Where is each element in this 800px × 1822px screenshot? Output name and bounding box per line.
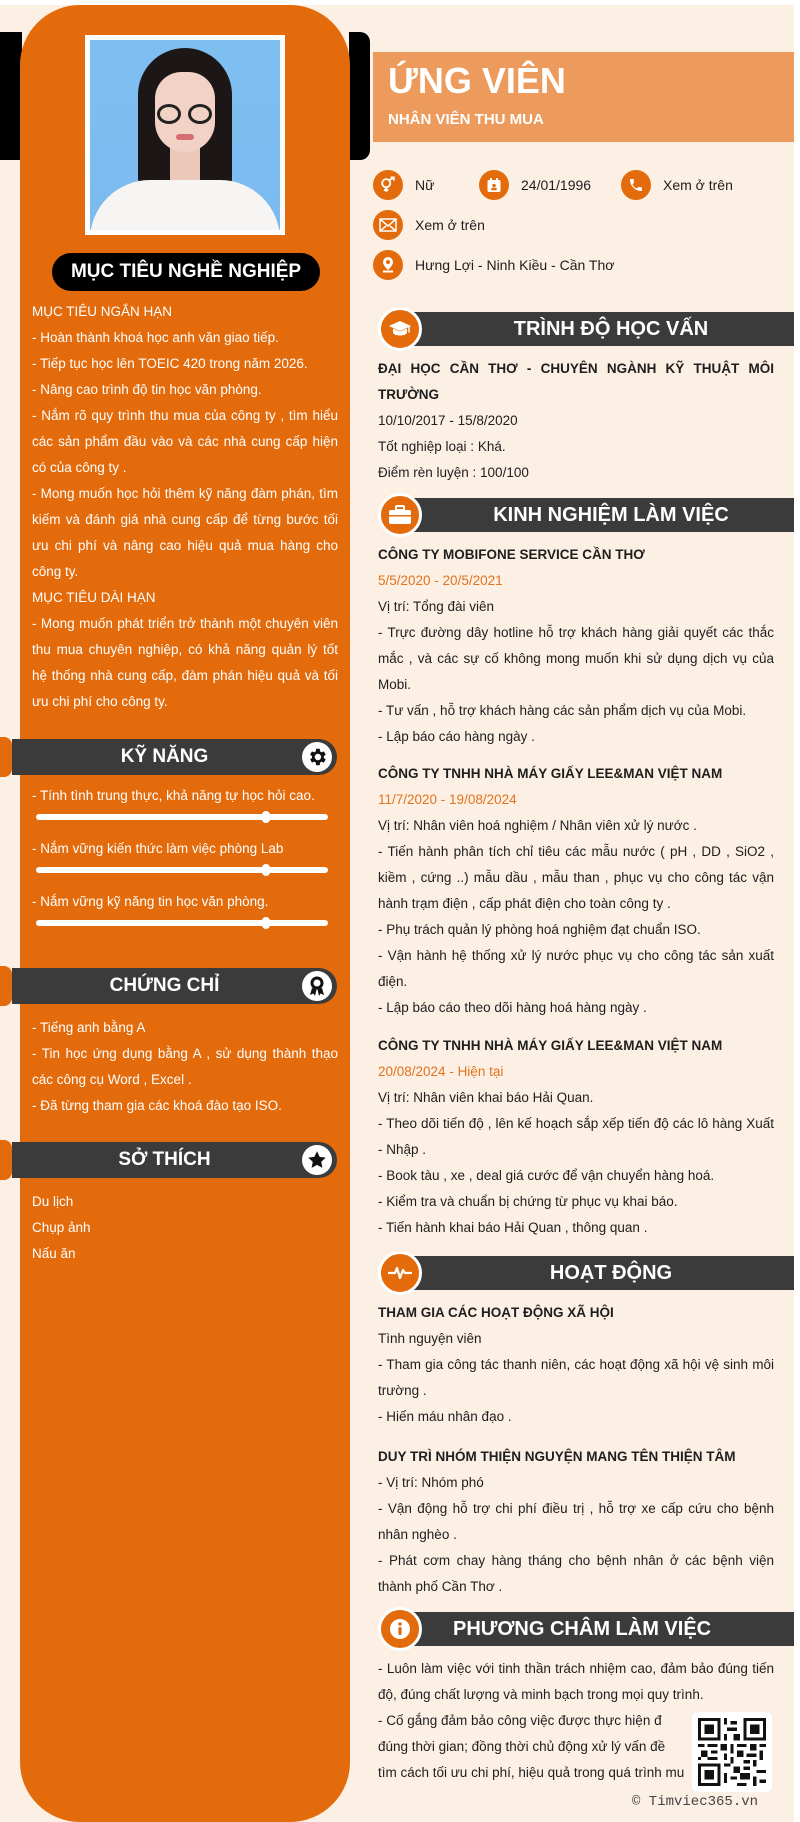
- copyright: © Timviec365.vn: [632, 1794, 759, 1810]
- job-duty: - Book tàu , xe , deal giá cước để vận chuyển hàng hoá.: [378, 1168, 715, 1183]
- contact-email: Xem ở trên: [373, 210, 485, 240]
- activity-line: - Vị trí: Nhóm phó: [378, 1475, 484, 1490]
- skill-bar: [36, 814, 328, 820]
- gender-icon: [373, 170, 403, 200]
- phone-icon: [621, 170, 651, 200]
- skill-bar-knob: [262, 917, 270, 929]
- job-duty: - Vận hành hệ thống xử lý nước phục vụ cho công tác sản xuất điện.: [378, 948, 774, 989]
- star-icon: [302, 1145, 332, 1175]
- activities-title: HOẠT ĐỘNG: [398, 1256, 794, 1290]
- job-item: [378, 1033, 774, 1241]
- education-details: [378, 356, 774, 486]
- motto-header: [378, 1610, 794, 1648]
- education-school: ĐẠI HỌC CẦN THƠ - CHUYÊN NGÀNH KỸ THUẬT MÔI TRƯỜNG: [378, 361, 774, 402]
- education-header: [378, 310, 794, 348]
- job-company: CÔNG TY TNHH NHÀ MÁY GIẤY LEE&MAN VIỆT NAM: [378, 766, 723, 781]
- briefcase-icon: [378, 493, 422, 537]
- contact-birthday: 24/01/1996: [479, 170, 591, 200]
- objective-line: - Tiếp tục học lên TOEIC 420 trong năm 2026.: [32, 356, 308, 371]
- job-duty: - Tư vấn , hỗ trợ khách hàng các sản phẩm dịch vụ của Mobi.: [378, 703, 747, 718]
- award-icon: [302, 971, 332, 1001]
- activity-line: - Phát cơm chay hàng tháng cho bệnh nhân ở các bệnh viện thành phố Cần Thơ .: [378, 1553, 774, 1594]
- location-pin-icon: [373, 250, 403, 280]
- contact-phone: Xem ở trên: [621, 170, 733, 200]
- job-duty: - Lập báo cáo theo dõi hàng hoá hàng ngày .: [378, 1000, 647, 1015]
- name-banner: [373, 52, 794, 142]
- motto-title: PHƯƠNG CHÂM LÀM VIỆC: [398, 1612, 794, 1646]
- education-title: TRÌNH ĐỘ HỌC VẤN: [398, 312, 794, 346]
- experience-header: [378, 496, 794, 534]
- candidate-name: ỨNG VIÊN: [388, 60, 566, 101]
- job-period: 11/7/2020 - 19/08/2024: [378, 792, 517, 807]
- certificate-line: - Đã từng tham gia các khoá đào tạo ISO.: [32, 1098, 282, 1113]
- avatar-photo: [90, 40, 280, 230]
- job-position: Vị trí: Tổng đài viên: [378, 599, 495, 614]
- activity-item: [378, 1444, 774, 1600]
- certificates-title: CHỨNG CHỈ: [12, 968, 337, 1004]
- objective-line: - Hoàn thành khoá học anh văn giao tiếp.: [32, 330, 279, 345]
- job-item: [378, 542, 774, 750]
- skills-header: [0, 739, 360, 775]
- job-duty: - Phụ trách quản lý phòng hoá nghiệm đạt chuẩn ISO.: [378, 922, 701, 937]
- qr-code[interactable]: [692, 1712, 772, 1792]
- objective-text: [32, 299, 338, 715]
- job-position: Vị trí: Nhân viên khai báo Hải Quan.: [378, 1090, 594, 1105]
- job-company: CÔNG TY MOBIFONE SERVICE CẦN THƠ: [378, 547, 645, 562]
- hobbies-title: SỞ THÍCH: [12, 1142, 337, 1178]
- skill-bar: [36, 920, 328, 926]
- activity-line: - Vận động hỗ trợ chi phí điều trị , hỗ trợ xe cấp cứu cho bệnh nhân nghèo .: [378, 1501, 774, 1542]
- certificates-header: [0, 968, 360, 1004]
- decorative-bar-left: [0, 32, 22, 160]
- activities-header: [378, 1254, 794, 1292]
- objective-title: MỤC TIÊU NGHỀ NGHIỆP: [52, 253, 320, 291]
- certificates-text: [32, 1015, 338, 1119]
- candidate-role: NHÂN VIÊN THU MUA: [388, 111, 544, 128]
- job-duty: - Theo dõi tiến độ , lên kế hoạch sắp xếp tiến độ các lô hàng Xuất - Nhập .: [378, 1116, 774, 1157]
- gear-icon: [302, 742, 332, 772]
- certificate-line: - Tiếng anh bằng A: [32, 1020, 146, 1035]
- experience-title: KINH NGHIỆM LÀM VIỆC: [398, 498, 794, 532]
- job-duty: - Trực đường dây hotline hỗ trợ khách hàng giải quyết các thắc mắc , và các sự cố không mong muốn khi sử dụng dịch vụ của Mobi.: [378, 625, 774, 692]
- skills-title: KỸ NĂNG: [12, 739, 337, 775]
- hobby-item: Nấu ăn: [32, 1246, 76, 1261]
- avatar-frame: [85, 35, 285, 235]
- activity-name: DUY TRÌ NHÓM THIỆN NGUYỆN MANG TÊN THIỆN TÂM: [378, 1449, 736, 1464]
- skill-item: - Nắm vững kiến thức làm việc phòng Lab: [32, 839, 332, 873]
- skill-bar-knob: [262, 811, 270, 823]
- calendar-icon: [479, 170, 509, 200]
- email-icon: [373, 210, 403, 240]
- activity-line: - Tham gia công tác thanh niên, các hoạt động xã hội vệ sinh môi trường .: [378, 1357, 774, 1398]
- job-duty: - Kiểm tra và chuẩn bị chứng từ phục vụ khai báo.: [378, 1194, 678, 1209]
- decorative-bar-right: [349, 32, 370, 160]
- skill-item: - Nắm vững kỹ năng tin học văn phòng.: [32, 892, 332, 926]
- skill-bar: [36, 867, 328, 873]
- skill-bar-knob: [262, 864, 270, 876]
- job-item: [378, 761, 774, 1021]
- job-position: Vị trí: Nhân viên hoá nghiệm / Nhân viên xử lý nước .: [378, 818, 697, 833]
- skill-item: - Tính tình trung thực, khả năng tự học hỏi cao.: [32, 786, 332, 820]
- education-grade: Tốt nghiệp loại : Khá.: [378, 439, 506, 454]
- contact-address: Hưng Lợi - Ninh Kiều - Cần Thơ: [373, 250, 614, 280]
- certificate-line: - Tin học ứng dụng bằng A , sử dụng thành thạo các công cụ Word , Excel .: [32, 1046, 338, 1087]
- hobbies-list: [32, 1189, 338, 1267]
- activity-name: THAM GIA CÁC HOẠT ĐỘNG XÃ HỘI: [378, 1305, 614, 1320]
- objective-line: - Mong muốn học hỏi thêm kỹ năng đàm phán, tìm kiếm và đánh giá nhà cung cấp để từng bước tối ưu chi phí và nâng cao hiệu quả mua hàng cho công ty.: [32, 486, 338, 579]
- right-margin: [794, 0, 800, 1822]
- activity-line: - Hiến máu nhân đạo .: [378, 1409, 512, 1424]
- education-score: Điểm rèn luyện : 100/100: [378, 465, 529, 480]
- graduation-cap-icon: [378, 307, 422, 351]
- motto-line: đúng thời gian; đồng thời chủ động xử lý vấn đề: [378, 1739, 666, 1754]
- job-duty: - Tiến hành phân tích chỉ tiêu các mẫu nước ( pH , DD , SiO2 , kiềm , cứng ..) mẫu dầu , mẫu than , phục vụ cho công tác vận hành trạm điện , cấp phát điện cho toàn công ty .: [378, 844, 774, 911]
- left-sidebar: [20, 5, 350, 1822]
- job-company: CÔNG TY TNHH NHÀ MÁY GIẤY LEE&MAN VIỆT NAM: [378, 1038, 723, 1053]
- objective-line: - Nâng cao trình độ tin học văn phòng.: [32, 382, 262, 397]
- motto-line: - Cố gắng đảm bảo công việc được thực hiện đ: [378, 1713, 662, 1728]
- motto-line: - Luôn làm việc với tinh thần trách nhiệm cao, đảm bảo đúng tiến độ, đúng chất lượng và minh bạch trong mọi quy trình.: [378, 1661, 774, 1702]
- motto-line: tìm cách tối ưu chi phí, hiệu quả trong quá trình mu: [378, 1765, 685, 1780]
- objective-line: - Mong muốn phát triển trở thành một chuyên viên thu mua chuyên nghiệp, có khả năng quản lý tốt hệ thống nhà cung cấp, đàm phán hiệu quả và tối ưu chi phí cho công ty.: [32, 616, 338, 709]
- info-icon: [378, 1607, 422, 1651]
- contact-gender: Nữ: [373, 170, 434, 200]
- activity-line: Tình nguyện viên: [378, 1331, 482, 1346]
- job-period: 5/5/2020 - 20/5/2021: [378, 573, 503, 588]
- education-period: 10/10/2017 - 15/8/2020: [378, 413, 518, 428]
- job-period: 20/08/2024 - Hiện tại: [378, 1064, 504, 1079]
- hobby-item: Du lịch: [32, 1194, 74, 1209]
- hobbies-header: [0, 1142, 360, 1178]
- activity-item: [378, 1300, 774, 1430]
- job-duty: - Lập báo cáo hàng ngày .: [378, 729, 535, 744]
- hobby-item: Chụp ảnh: [32, 1220, 91, 1235]
- objective-line: - Nắm rõ quy trình thu mua của công ty , tìm hiểu các sản phẩm đầu vào và các nhà cung cấp hiện có của công ty .: [32, 408, 338, 475]
- pulse-icon: [378, 1251, 422, 1295]
- job-duty: - Tiến hành khai báo Hải Quan , thông quan .: [378, 1220, 648, 1235]
- objective-line: MỤC TIÊU NGẮN HẠN: [32, 304, 173, 319]
- objective-line: MỤC TIÊU DÀI HẠN: [32, 590, 156, 605]
